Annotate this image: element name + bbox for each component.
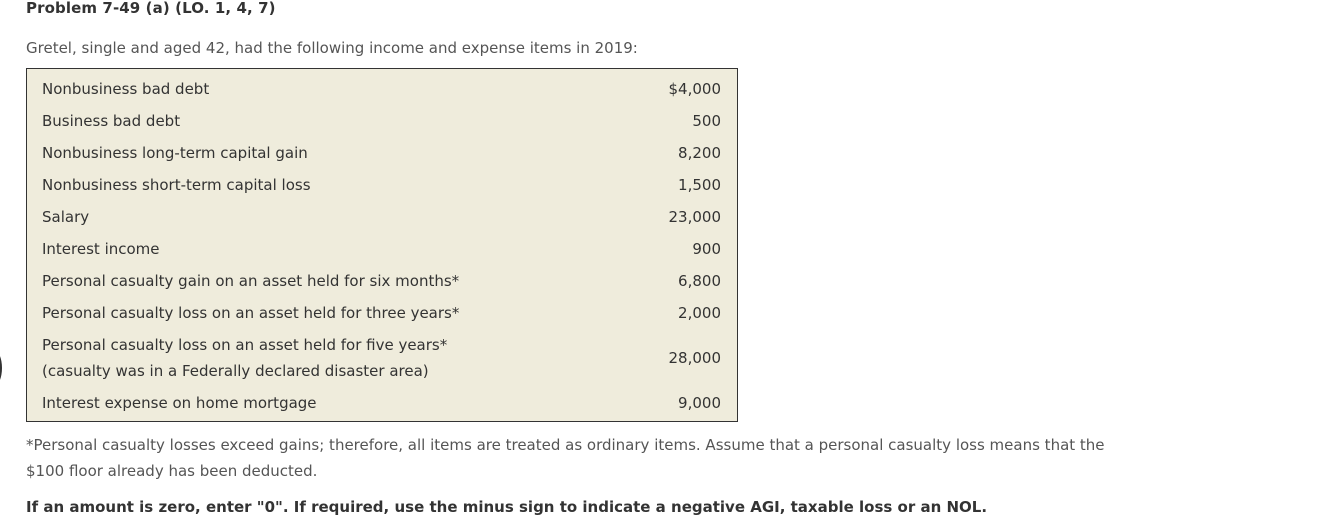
item-value: 6,800 — [678, 272, 721, 290]
item-label: Personal casualty loss on an asset held for three years* — [42, 304, 460, 322]
item-value: 500 — [692, 112, 721, 130]
income-expense-table — [26, 68, 738, 422]
item-value: 28,000 — [668, 349, 721, 367]
item-value: $4,000 — [668, 80, 721, 98]
answer-instruction: If an amount is zero, enter "0". If required, use the minus sign to indicate a negative AGI, taxable loss or an NOL. — [26, 498, 988, 516]
item-value: 1,500 — [678, 176, 721, 194]
item-value: 900 — [692, 240, 721, 258]
item-value: 9,000 — [678, 394, 721, 412]
item-label: Personal casualty gain on an asset held for six months* — [42, 272, 460, 290]
item-label: Personal casualty loss on an asset held for five years* — [42, 336, 448, 354]
item-label: Business bad debt — [42, 112, 181, 130]
item-label: Salary — [42, 208, 90, 226]
edge-control-icon[interactable] — [0, 350, 2, 386]
item-label: Interest expense on home mortgage — [42, 394, 317, 412]
table-row — [27, 336, 737, 388]
item-label-continuation: (casualty was in a Federally declared disaster area) — [42, 362, 429, 380]
item-value: 2,000 — [678, 304, 721, 322]
item-label: Interest income — [42, 240, 160, 258]
problem-title: Problem 7-49 (a) (LO. 1, 4, 7) — [26, 0, 276, 17]
footnote: *Personal casualty losses exceed gains; therefore, all items are treated as ordinary items. Assume that a personal casualty loss means that the $100 floor already has been deducted. — [26, 436, 1105, 480]
problem-intro: Gretel, single and aged 42, had the following income and expense items in 2019: — [26, 39, 638, 57]
item-label: Nonbusiness long-term capital gain — [42, 144, 308, 162]
item-value: 8,200 — [678, 144, 721, 162]
item-label: Nonbusiness short-term capital loss — [42, 176, 311, 194]
item-label: Nonbusiness bad debt — [42, 80, 210, 98]
item-value: 23,000 — [668, 208, 721, 226]
